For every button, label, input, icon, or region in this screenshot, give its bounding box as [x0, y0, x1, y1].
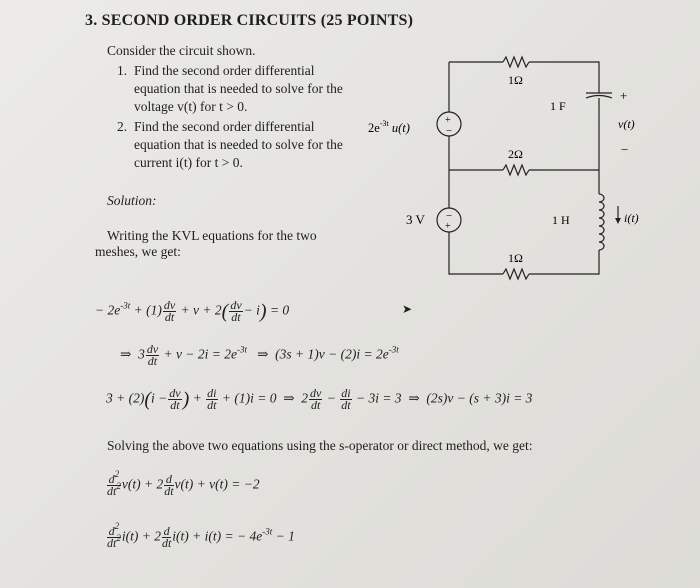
solution-label: Solution:: [107, 193, 157, 208]
current-label: i(t): [624, 211, 639, 225]
source-1-label: $2e^{-3t}$ u(t): [368, 119, 410, 135]
question-2-line-3: current i(t) for t > 0.: [134, 155, 243, 170]
capacitor-plate-bottom: [586, 96, 612, 99]
wire-top-right: [529, 62, 599, 93]
circuit-diagram: [360, 52, 650, 284]
source-1-minus: −: [446, 125, 453, 137]
resistor-middle: [503, 165, 529, 175]
kvl-text-line-1: Writing the KVL equations for the two: [107, 228, 317, 243]
v-label: v(t): [618, 117, 635, 131]
cursor-arrow-icon: ➤: [402, 302, 413, 316]
kvl-equation-3: 3 + (2)(i − $\frac{dv}{dt}$ ) + $\frac{di}{dt}$ + (1)i = 0 ⇒ 2 $\frac{dv}{dt}$ − $\frac{di}{dt}$ − 3i = 3 ⇒ (2s)v − (s + 3)i = 3: [106, 386, 533, 412]
source-2-minus: −: [446, 210, 453, 222]
final-equation-v: $\frac{d^2}{dt^2}$ v(t) + 2 $\frac{d}{dt}$ v(t) + v(t) = −2: [107, 469, 260, 498]
problem-title: SECOND ORDER CIRCUITS (25 POINTS): [101, 12, 414, 29]
resistor-bottom-label: 1Ω: [508, 251, 523, 265]
question-2-line-1: Find the second order differential: [134, 119, 315, 134]
question-1-number: 1.: [117, 63, 128, 78]
capacitor-label: 1 F: [550, 99, 566, 113]
intro-text: Consider the circuit shown.: [107, 43, 256, 58]
kvl-equation-2: ⇒ 3 $\frac{dv}{dt}$ + $v - 2i = 2e^{-3t}$ ⇒ $(3s + 1)v - (2)i = 2e^{-3t}$: [120, 342, 399, 368]
problem-number: 3.: [85, 12, 98, 29]
v-plus: +: [620, 88, 628, 103]
kvl-equation-1: − $2e^{-3t} + (1)$ $\frac{dv}{dt}$ + v + 2( $\frac{dv}{dt}$ − i) = 0: [95, 298, 290, 324]
source-2-plus: +: [445, 221, 451, 232]
source-2-label: 3 V: [406, 212, 425, 227]
inductor-label: 1 H: [552, 213, 570, 227]
final-equation-i: $\frac{d^2}{dt^2}$ i(t) + 2 $\frac{d}{dt}$ i(t) + i(t) = − $4e^{-3t} - 1$: [107, 521, 295, 550]
source-1-plus: +: [445, 115, 451, 126]
question-1-line-3: voltage v(t) for t > 0.: [134, 99, 248, 114]
v-minus: −: [621, 142, 629, 157]
inductor: [599, 194, 604, 250]
solving-text: Solving the above two equations using the s-operator or direct method, we get:: [107, 438, 533, 453]
resistor-top: [503, 57, 529, 67]
resistor-middle-label: 2Ω: [508, 147, 523, 161]
problem-heading: [85, 12, 413, 30]
question-1-line-2: equation that is needed to solve for the: [134, 81, 343, 96]
resistor-bottom: [503, 269, 529, 279]
question-2-line-2: equation that is needed to solve for the: [134, 137, 343, 152]
resistor-top-label: 1Ω: [508, 73, 523, 87]
kvl-text-line-2: meshes, we get:: [95, 244, 181, 259]
question-1-line-1: Find the second order differential: [134, 63, 315, 78]
question-2-number: 2.: [117, 119, 128, 134]
